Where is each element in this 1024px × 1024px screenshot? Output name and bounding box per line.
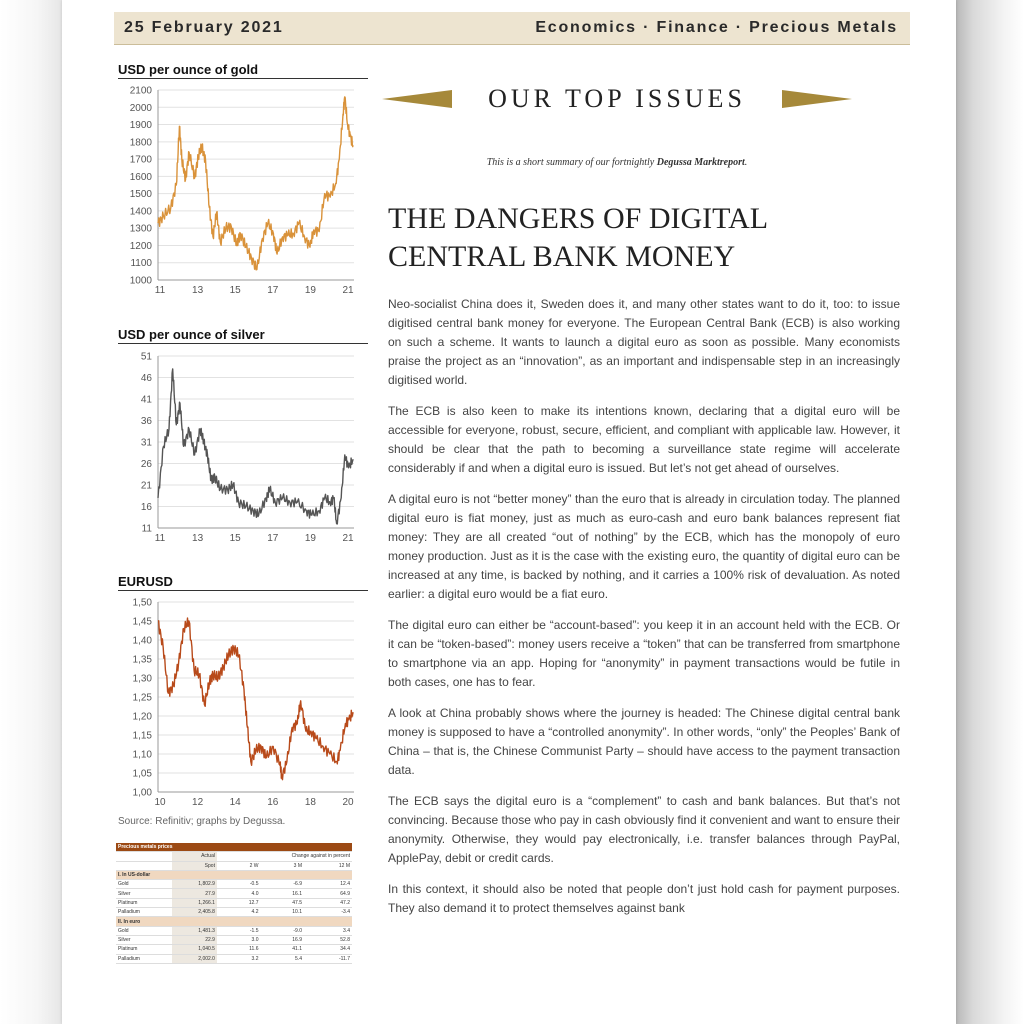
table-cell: 64.9: [304, 889, 352, 898]
actual-price: 1,802.9: [172, 880, 217, 889]
table-row: [116, 880, 352, 889]
eurusd-y-tick-label: 1,50: [132, 597, 152, 609]
eurusd-x-tick-label: 20: [342, 797, 354, 808]
table-cell: 5.4: [260, 954, 304, 963]
gold-x-tick-label: 15: [229, 285, 241, 296]
gold-chart-rule: [118, 78, 368, 79]
silver-x-tick-label: 15: [229, 533, 241, 544]
gold-series-line: [158, 97, 353, 270]
intro-line: [382, 157, 852, 168]
table-cell: -3.4: [304, 908, 352, 917]
intro-text: This is a short summary of our fortnightly: [486, 157, 657, 168]
paragraph: In this context, it should also be noted that people don’t just hold cash for payment purposes. They also demand it to protect themselves against bank: [388, 882, 900, 915]
eurusd-y-tick-label: 1,30: [132, 673, 152, 685]
table-cell: 52.8: [304, 935, 352, 944]
silver-y-tick-label: 41: [140, 394, 152, 406]
eurusd-x-tick-label: 14: [229, 797, 241, 808]
table-cell: 3.2: [217, 954, 261, 963]
table-cell: 41.1: [260, 945, 304, 954]
precious-metals-price-table: [116, 843, 352, 964]
silver-y-tick-label: 11: [141, 523, 152, 535]
table-row: [116, 908, 352, 917]
paragraph: The ECB is also keen to make its intentions known, declaring that a digital euro will be accessible for everyone, robust, secure, efficient, and compliant with applicable law. However, it should be clear that the path to becoming a surveillance state regime will accelerate considerably if and when a digital euro is issued. But let’s not get ahead of ourselves.: [388, 404, 900, 475]
intro-publication: Degussa Marktreport: [656, 157, 745, 168]
metal-name: Platinum: [116, 945, 172, 954]
gold-x-tick-label: 13: [192, 285, 204, 296]
silver-x-tick-label: 21: [342, 533, 354, 544]
spot-header: Spot: [172, 861, 217, 870]
paragraph: The ECB says the digital euro is a “complement” to cash and bank balances. But that’s not convincing. Because those who pay in cash obviously find it convenient and want to ensure their anonymity. Otherwise, they would pay electronically, i.e. transfer balances through PayPal, ApplePay, debit or credit cards.: [388, 794, 900, 865]
page-shadow: [956, 0, 1024, 1024]
silver-x-tick-label: 11: [154, 533, 166, 544]
silver-y-tick-label: 51: [140, 351, 152, 363]
table-cell: -9.0: [260, 926, 304, 935]
table-cell: [116, 861, 172, 870]
table-row: [116, 889, 352, 898]
actual-price: 2,405.8: [172, 908, 217, 917]
table-row: [116, 926, 352, 935]
intro-end: .: [744, 157, 748, 168]
table-cell: 34.4: [304, 945, 352, 954]
metal-name: Silver: [116, 935, 172, 944]
top-issues-banner: [382, 84, 852, 114]
metal-name: Gold: [116, 880, 172, 889]
paragraph: Neo-socialist China does it, Sweden does it, and many other states want to do it, too: to issue digitised central bank money for everyone. The European Central Bank (ECB) is also working on such a scheme. It wants to launch a digital euro as soon as possible. Many economists praise the project as an “innovation”, as an important and indispensable step in an increasingly digitised world.: [388, 297, 900, 387]
gold-y-tick-label: 1300: [129, 223, 152, 235]
metal-name: Platinum: [116, 898, 172, 907]
header-categories: Economics · Finance · Precious Metals: [535, 19, 898, 36]
eurusd-y-tick-label: 1,40: [132, 635, 152, 647]
issue-date: 25 February 2021: [124, 19, 284, 36]
table-row: [116, 898, 352, 907]
silver-chart-title: USD per ounce of silver: [118, 327, 265, 342]
table-section-row: [116, 917, 352, 926]
paragraph: The digital euro can either be “account-based”: you keep it in an account held with the ECB. Or it can be “token-based”: money users receive a “token” that can be transferred from smartphone to smartphone via an app. Hoping for “anonymity” in payment transactions would be futile in both cases, one has to fear.: [388, 618, 900, 689]
silver-y-tick-label: 31: [140, 437, 152, 449]
eurusd-y-tick-label: 1,00: [132, 787, 152, 799]
eurusd-y-tick-label: 1,35: [132, 654, 152, 666]
eurusd-y-tick-label: 1,25: [132, 692, 152, 704]
silver-series-line: [158, 369, 353, 524]
chart-source: Source: Refinitiv; graphs by Degussa.: [118, 816, 286, 827]
eurusd-chart-rule: [118, 590, 368, 591]
left-margin: [0, 0, 62, 1024]
actual-price: 2,002.0: [172, 954, 217, 963]
table-section-row: [116, 870, 352, 879]
eurusd-chart: [118, 596, 358, 818]
table-cell: 10.1: [260, 908, 304, 917]
table-cell: -11.7: [304, 954, 352, 963]
silver-y-tick-label: 16: [140, 502, 152, 513]
section-title: I. In US-dollar: [116, 870, 352, 879]
eurusd-x-tick-label: 10: [154, 797, 166, 808]
gold-y-tick-label: 1500: [129, 189, 152, 201]
table-cell: 4.0: [217, 889, 261, 898]
metal-name: Gold: [116, 926, 172, 935]
gold-chart-title: USD per ounce of gold: [118, 62, 259, 77]
gold-y-tick-label: 1600: [129, 171, 152, 183]
silver-y-tick-label: 46: [140, 373, 152, 384]
gold-y-tick-label: 2100: [129, 85, 152, 97]
table-header-row: [116, 852, 352, 861]
table-cell: 3.0: [217, 935, 261, 944]
gold-x-tick-label: 19: [304, 285, 316, 296]
paragraph: A look at China probably shows where the journey is headed: The Chinese digital central bank money is supposed to have a “controlled anonymity”. In other words, “only” the Peoples’ Bank of China – that is, the Chinese Communist Party – should have access to the payment transaction data.: [388, 706, 900, 777]
actual-price: 1,266.1: [172, 898, 217, 907]
eurusd-x-tick-label: 18: [304, 797, 316, 808]
eurusd-y-tick-label: 1,10: [132, 749, 152, 761]
silver-x-tick-label: 17: [267, 533, 279, 544]
silver-price-chart: [118, 350, 358, 555]
eurusd-chart-title: EURUSD: [118, 574, 173, 589]
eurusd-y-tick-label: 1,20: [132, 711, 152, 723]
table-header-row: [116, 861, 352, 870]
silver-x-tick-label: 13: [192, 533, 204, 544]
top-issues-heading: OUR TOP ISSUES: [488, 84, 746, 113]
table-cell: 4.2: [217, 908, 261, 917]
table-row: [116, 945, 352, 954]
eurusd-x-tick-label: 12: [192, 797, 204, 808]
silver-x-tick-label: 19: [304, 533, 316, 544]
gold-y-tick-label: 1200: [129, 240, 152, 252]
silver-y-tick-label: 36: [140, 416, 152, 427]
gold-y-tick-label: 1100: [130, 258, 152, 270]
gold-x-tick-label: 17: [267, 285, 279, 296]
period-header: 2 W: [217, 861, 261, 870]
gold-x-tick-label: 11: [154, 285, 166, 296]
gold-price-chart: [118, 84, 358, 304]
paragraph: A digital euro is not “better money” than the euro that is already in circulation today. The planned digital euro is fiat money, just as much as euro-cash and euro bank balances represent fiat money: They are all created “out of nothing” by the ECB, which has the monopoly of euro money production. Just as it is the case with the existing euro, the quantity of digital euro can be increased at any time, is backed by nothing, and it carries a 100% risk of devaluation. As noted earlier: a digital euro would be a fiat euro.: [388, 492, 900, 601]
eurusd-x-tick-label: 16: [267, 797, 279, 808]
table-cell: 47.2: [304, 898, 352, 907]
change-header: Change against in percent: [217, 852, 352, 861]
metal-name: Palladium: [116, 908, 172, 917]
eurusd-series-line: [158, 618, 353, 780]
gold-y-tick-label: 2000: [129, 102, 152, 114]
metal-name: Silver: [116, 889, 172, 898]
article-body: [388, 295, 900, 930]
table-cell: -1.5: [217, 926, 261, 935]
metal-name: Palladium: [116, 954, 172, 963]
table-cell: -0.5: [217, 880, 261, 889]
eurusd-y-tick-label: 1,05: [132, 768, 152, 780]
silver-y-tick-label: 21: [140, 480, 152, 492]
period-header: 3 M: [260, 861, 304, 870]
gold-y-tick-label: 1700: [129, 154, 152, 166]
period-header: 12 M: [304, 861, 352, 870]
table-caption-row: [116, 843, 352, 852]
table-cell: 12.4: [304, 880, 352, 889]
silver-chart-rule: [118, 343, 368, 344]
table-cell: 12.7: [217, 898, 261, 907]
table-caption: Precious metals prices: [116, 843, 352, 852]
gold-y-tick-label: 1000: [129, 275, 152, 287]
actual-price: 27.9: [172, 889, 217, 898]
eurusd-y-tick-label: 1,15: [132, 730, 152, 742]
table-cell: 11.6: [217, 945, 261, 954]
silver-y-tick-label: 26: [140, 459, 152, 470]
gold-y-tick-label: 1900: [129, 120, 152, 132]
actual-price: 1,481.3: [172, 926, 217, 935]
actual-price: 1,040.5: [172, 945, 217, 954]
table-row: [116, 954, 352, 963]
table-cell: -6.9: [260, 880, 304, 889]
gold-y-tick-label: 1400: [129, 206, 152, 218]
gold-x-tick-label: 21: [342, 285, 354, 296]
table-cell: 16.1: [260, 889, 304, 898]
actual-price: 22.9: [172, 935, 217, 944]
table-cell: 3.4: [304, 926, 352, 935]
document-page: [62, 0, 956, 1024]
header-bar: [114, 12, 910, 45]
table-cell: 47.5: [260, 898, 304, 907]
section-title: II. In euro: [116, 917, 352, 926]
gold-y-tick-label: 1800: [129, 137, 152, 149]
table-row: [116, 935, 352, 944]
actual-header: Actual: [172, 852, 217, 861]
table-cell: [116, 852, 172, 861]
eurusd-y-tick-label: 1,45: [132, 616, 152, 628]
table-cell: 16.9: [260, 935, 304, 944]
article-headline: THE DANGERS OF DIGITAL CENTRAL BANK MONEY: [388, 202, 767, 273]
